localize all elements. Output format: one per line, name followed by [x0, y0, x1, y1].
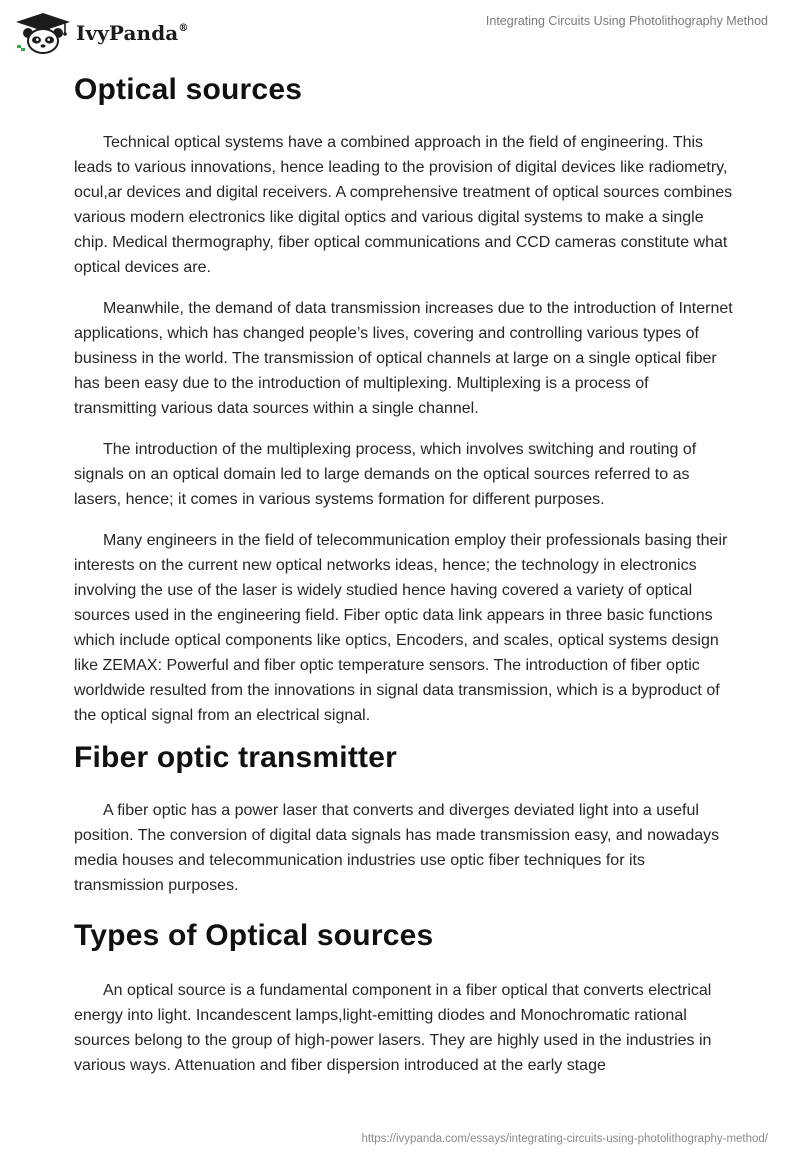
- paragraph: The introduction of the multiplexing process, which involves switching and routing of signals on an optical domain led to large demands on the optical sources referred to as lasers, hence; it comes in various systems formation for different purposes.: [74, 441, 697, 508]
- brand-name: IvyPanda®: [76, 21, 189, 45]
- document-title: Integrating Circuits Using Photolithography Method: [485, 14, 768, 28]
- source-url[interactable]: https://ivypanda.com/essays/integrating-circuits-using-photolithography-method/: [361, 1133, 768, 1145]
- paragraph: An optical source is a fundamental component in a fiber optical that converts electrical energy into light. Incandescent lamps,light-emitting diodes and Monochromatic rational sources belong to the group of high-power lasers. They are highly used in the industries in various ways. Attenuation and fiber dispersion introduced at the early stage: [74, 982, 712, 1074]
- panda-graduate-icon: [14, 11, 72, 55]
- paragraph: A fiber optic has a power laser that converts and diverges deviated light into a useful position. The conversion of digital data signals has made transmission easy, and nowadays media houses and telecommunication industries use optic fiber techniques for its transmission purposes.: [74, 802, 720, 894]
- paragraph: Many engineers in the field of telecommunication employ their professionals basing their interests on the current new optical networks ideas, hence; the technology in electronics involving the use of the laser is widely studied hence having covered a variety of optical sources used in the engineering field. Fiber optic data link appears in three basic functions which include optical components like optics, Encoders, and scales, optical systems design like ZEMAX: Powerful and fiber optic temperature sensors. The introduction of fiber optic worldwide resulted from the innovations in signal data transmission, which is a byproduct of the optical signal from an electrical signal.: [74, 532, 728, 724]
- page-header: [0, 0, 800, 60]
- essay-content: [74, 70, 734, 1078]
- section-heading: Fiber optic transmitter: [74, 741, 397, 774]
- section-heading: Optical sources: [74, 73, 303, 106]
- paragraph: Meanwhile, the demand of data transmission increases due to the introduction of Internet applications, which has changed people’s lives, covering and controlling various types of business in the world. The transmission of optical channels at large on a single optical fiber has been easy due to the introduction of multiplexing. Multiplexing is a process of transmitting various data sources within a single channel.: [74, 300, 733, 417]
- ivypanda-logo[interactable]: [14, 10, 188, 56]
- section-heading: Types of Optical sources: [74, 919, 434, 952]
- paragraph: Technical optical systems have a combined approach in the field of engineering. This leads to various innovations, hence leading to the provision of digital devices like radiometry, ocul,ar devices and digital receivers. A comprehensive treatment of optical sources combines various modern electronics like digital optics and various digital systems to make a single chip. Medical thermography, fiber optical communications and CCD cameras constitute what optical devices are.: [74, 134, 733, 276]
